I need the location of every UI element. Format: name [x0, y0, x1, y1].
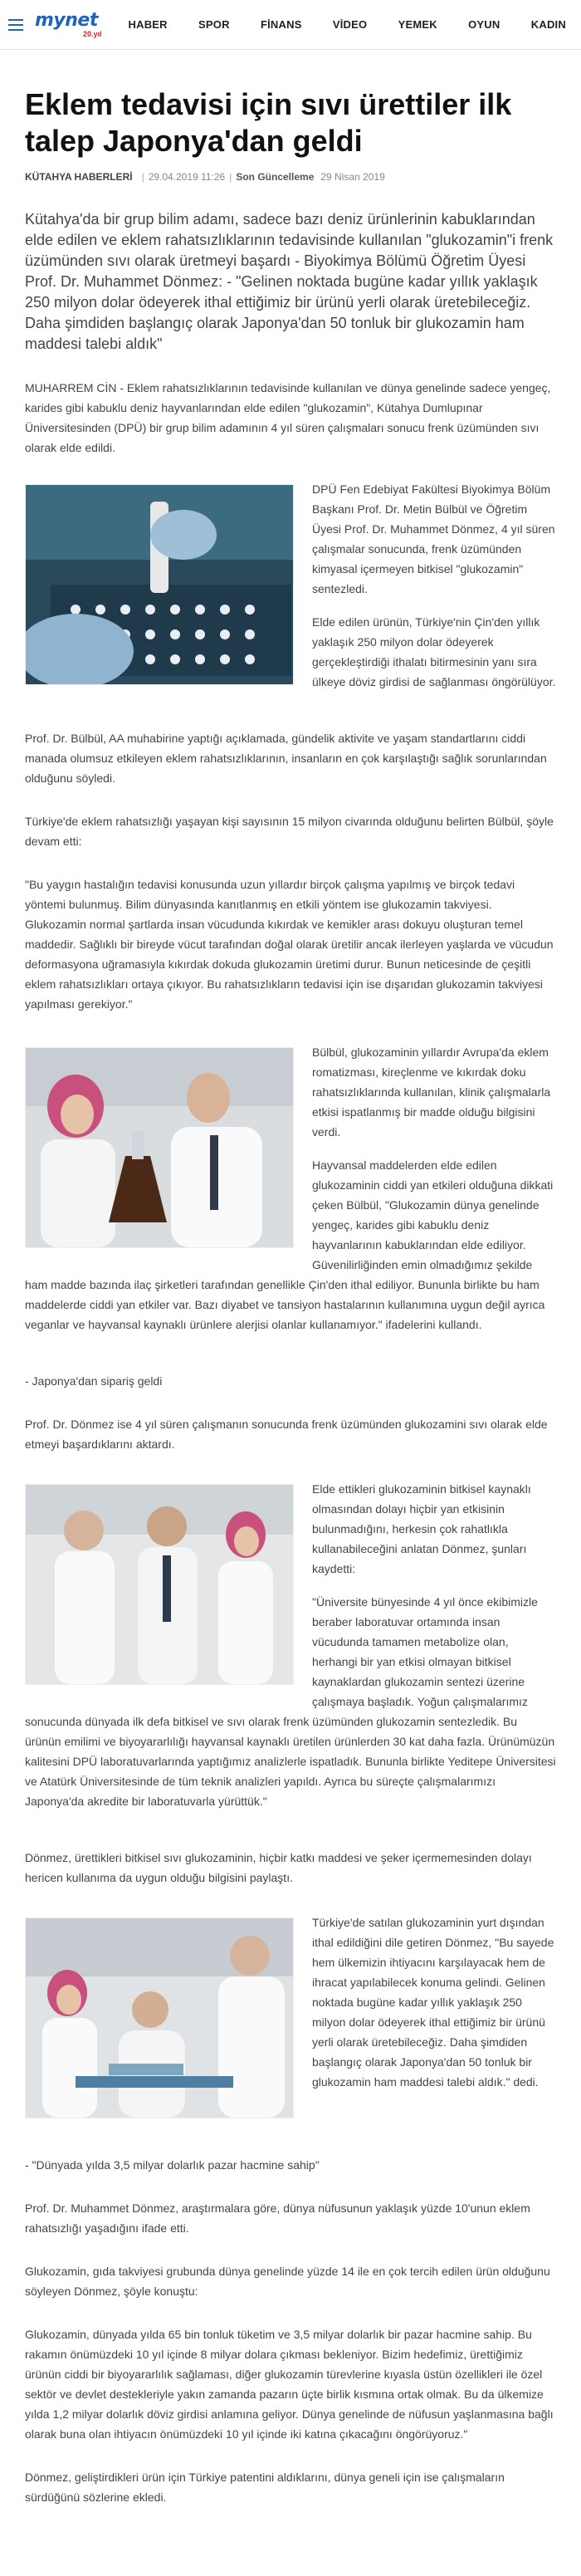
article-title: Eklem tedavisi için sıvı ürettiler ilk talep Japonya'dan geldi	[25, 87, 512, 158]
article-date: 29.04.2019 11:26	[148, 171, 226, 183]
site-logo[interactable]	[35, 9, 102, 38]
paragraph: Prof. Dr. Dönmez ise 4 yıl süren çalışmanın sonucunda frenk üzümünden glukozamini sıvı olarak elde etmeyi başardıklarını aktardı.	[25, 1418, 548, 1451]
nav-item-finans[interactable]: FİNANS	[260, 18, 302, 31]
menu-icon[interactable]	[8, 19, 23, 31]
paragraph: Hayvansal maddelerden elde edilen glukozaminin ciddi yan etkileri olduğuna dikkati çeken Bülbül, "Glukozamin dünya genelinde yengeç, karides gibi kabuklu deniz hayvanlarının kabuklarından elde ediliyor. Güvenilirliğinden emin olmadığımız şekilde ham madde bazında ilaç şirketleri tarafından genellikle Çin'den ithal ediliyor. Bununla birlikte bu ham maddelerde ciddi yan etkiler var. Bazı diyabet ve tansiyon hastalarının kullanımına uygun değil ayrıca veganlar ve hayvansal kaynaklı ürünlere alerjisi olanlar kullanamıyor." ifadelerini kullandı.	[25, 1158, 554, 1331]
paragraph: Elde ettikleri glukozaminin bitkisel kaynaklı olmasından dolayı hiçbir yan etkisinin bulunmadığını, herkesin çok rahatlıkla kullanabileceğini anlatan Dönmez, şunları kaydetti:	[312, 1482, 531, 1575]
paragraph: Prof. Dr. Bülbül, AA muhabirine yaptığı açıklamada, gündelik aktivite ve yaşam standartlarını ciddi manada olumsuz etkileyen eklem rahatsızlıklarının, insanların en çok karşılaştığı sağlık sorunlarından olduğunu söyledi.	[25, 732, 547, 785]
article-image-team-lab-bench	[25, 1917, 294, 2118]
paragraph: Türkiye'de satılan glukozaminin yurt dışından ithal edildiğini dile getiren Dönmez, "Bu sayede hem ülkemizin ihtiyacını karşılayacak hem de ihracat yapılabilecek konuma gelindi. Gelinen noktada bugüne kadar yıllık yaklaşık 250 milyon dolar ödeyerek ithal ettiğimiz bir ürünü yerli olarak üretebileceğiz. Daha şimdiden başlangıç olarak Japonya'dan 50 tonluk bir glukozamin ham maddesi talebi aldık." dedi.	[312, 1916, 554, 2089]
article-body	[0, 86, 581, 2524]
section-heading: - "Dünyada yılda 3,5 milyar dolarlık pazar hacmine sahip"	[25, 2158, 320, 2172]
paragraph: "Üniversite bünyesinde 4 yıl önce ekibimizle beraber laboratuvar ortamında insan vücudunda tamamen metabolize olan, herhangi bir yan etkisi olmayan bitkisel kaynaklardan glukozamin sentezi üzerine çalışmaya başladık. Yoğun çalışmalarımız sonucunda dünyada ilk defa bitkisel ve sıvı olarak frenk üzümünden glukozamin sentezledik. Bu ürünün emilimi ve biyoyararlılığı hayvansal kaynaklı üretilen ürünlerden 30 kat daha fazla. Ürünümüzün kalitesini DPÜ laboratuvarlarında yaptığımız analizlerle ispatladık. Bununla birlikte Yeditepe Üniversitesi ve Atatürk Üniversitesinde de tüm teknik analizleri yapıldı. Ayrıca bu süreçte çalışmalarımızı Japonya'da akredite bir laboratuvarla yürüttük."	[25, 1595, 556, 1808]
paragraph: Dönmez, geliştirdikleri ürün için Türkiye patentini aldıklarını, dünya geneli için ise çalışmaların sürdüğünü sözlerine ekledi.	[25, 2471, 505, 2504]
logo-text: mynet	[35, 9, 98, 31]
paragraph: Prof. Dr. Muhammet Dönmez, araştırmalara göre, dünya nüfusunun yaklaşık yüzde 10'unun eklem rahatsızlığı yaşadığını ifade etti.	[25, 2201, 530, 2235]
paragraph: Elde edilen ürünün, Türkiye'nin Çin'den yıllık yaklaşık 250 milyon dolar ödeyerek gerçekleştirdiği ithalatı bitirmesinin yanı sıra ülkeye döviz girdisi de sağlanması öngörülüyor.	[312, 615, 556, 688]
paragraph: Türkiye'de eklem rahatsızlığı yaşayan kişi sayısının 15 milyon civarında olduğunu belirten Bülbül, şöyle devam etti:	[25, 815, 554, 848]
nav-item-haber[interactable]: HABER	[128, 18, 168, 31]
article-image-researchers-flask	[25, 1047, 294, 1248]
nav-item-yemek[interactable]: YEMEK	[398, 18, 437, 31]
paragraph: DPÜ Fen Edebiyat Fakültesi Biyokimya Bölüm Başkanı Prof. Dr. Metin Bülbül ve Öğretim Üyesi Prof. Dr. Muhammet Dönmez, 4 yıl süren çalışmalar sonucunda, frenk üzümünden kimyasal içermeyen bitkisel "glukozamin" sentezledi.	[312, 482, 555, 595]
paragraph: Glukozamin, gıda takviyesi grubunda dünya genelinde yüzde 14 ile en çok tercih edilen ürün olduğunu söyleyen Dönmez, şöyle konuştu:	[25, 2265, 550, 2298]
nav-menu	[122, 18, 573, 31]
updated-date: 29 Nisan 2019	[320, 171, 385, 183]
article-image-lab-pipette	[25, 484, 294, 685]
quote-paragraph: Glukozamin, dünyada yılda 65 bin tonluk tüketim ve 3,5 milyar dolarlık bir pazar hacmine sahip. Bu rakamın önümüzdeki 10 yıl içinde 8 milyar dolara çıkması bekleniyor. Bizim hedefimiz, ürettiğimiz ürünün ciddi bir biyoyararlılık sağlaması, diğer glukozamin türevlerine kıyasla üstün özellikleri ile özel sektör ve devlet destekleriyle yakın zamanda pazarın üçte birlik kısmına ortak olmak. Bu da ülkemize yılda 1,2 milyar dolarlık döviz girdisi anlamına geliyor. Dünya genelinde de nüfusun yaşlanmasına bağlı olarak buna olan ihtiyacın önümüzdeki 10 yıl içinde iki katına çıkacağını öngörüyoruz."	[25, 2328, 554, 2441]
nav-item-spor[interactable]: SPOR	[198, 18, 230, 31]
article-source[interactable]: KÜTAHYA HABERLERİ	[25, 171, 133, 183]
logo-anniversary: 20.yıl	[83, 29, 102, 38]
paragraph: Dönmez, ürettikleri bitkisel sıvı glukozaminin, hiçbir katkı maddesi ve şeker içermemesinden dolayı hericen kullanıma da uygun olduğu bilgisini paylaştı.	[25, 1851, 532, 1884]
nav-item-video[interactable]: VİDEO	[332, 18, 368, 31]
article-image-three-researchers	[25, 1484, 294, 1685]
paragraph: MUHARREM CİN - Eklem rahatsızlıklarının tedavisinde kullanılan ve dünya genelinde sadece yengeç, karides gibi kabuklu deniz hayvanlarından elde edilen "glukozamin", Kütahya Dumlupınar Üniversitesinden (DPÜ) bir grup bilim adamının 4 yıl süren çalışmaları sonucu frenk üzümünden sıvı olarak elde edildi.	[25, 381, 551, 454]
article-meta	[25, 171, 556, 183]
paragraph: Bülbül, glukozaminin yıllardır Avrupa'da eklem romatizması, kireçlenme ve kıkırdak doku rahatsızlıklarında kullanılan, klinik çalışmalarla etkisi ispatlanmış bir madde olduğu bilgisini verdi.	[312, 1046, 551, 1139]
nav-item-oyun[interactable]: OYUN	[468, 18, 500, 31]
top-navbar	[0, 0, 581, 50]
section-heading: - Japonya'dan sipariş geldi	[25, 1374, 163, 1388]
quote-paragraph: "Bu yaygın hastalığın tedavisi konusunda uzun yıllardır birçok çalışma yapılmış ve birçok tedavi yöntemi bulunmuş. Bilim dünyasında kanıtlanmış en etkili yöntem ise glukozamin takviyesi. Glukozamin normal şartlarda insan vücudunda kıkırdak ve kemikler arası dokuyu oluşturan temel maddedir. Sağlıklı bir bireyde vücut tarafından doğal olarak üretilir ancak ilerleyen yaşlarda ve vücudun deformasyona uğramasıyla kıkırdak dokuda glukozamin üretimi durur. Bunun neticesinde de çeşitli eklem rahatsızlıkları ortaya çıkıyor. Bu rahatsızlıkların tedavisi için ise dışarıdan glukozamin takviyesi yapılması gerekiyor."	[25, 878, 554, 1011]
nav-item-kadin[interactable]: KADIN	[530, 18, 566, 31]
article-lead: Kütahya'da bir grup bilim adamı, sadece bazı deniz ürünlerinin kabuklarından elde edilen ve eklem rahatsızlıklarının tedavisinde kullanılan "glukozamin"i frenk üzümünden sıvı olarak üretmeyi başardı - Biyokimya Bölümü Öğretim Üyesi Prof. Dr. Muhammet Dönmez: - "Gelinen noktada bugüne kadar yıllık yaklaşık 250 milyon dolar ödeyerek ithal ettiğimiz bir ürünü yerli olarak üretebileceğiz. Daha şimdiden başlangıç olarak Japonya'dan 50 tonluk bir glukozamin ham maddesi talebi aldık"	[25, 211, 554, 352]
meta-separator: |	[141, 171, 144, 183]
updated-label: Son Güncelleme	[236, 171, 315, 183]
meta-separator: |	[229, 171, 232, 183]
